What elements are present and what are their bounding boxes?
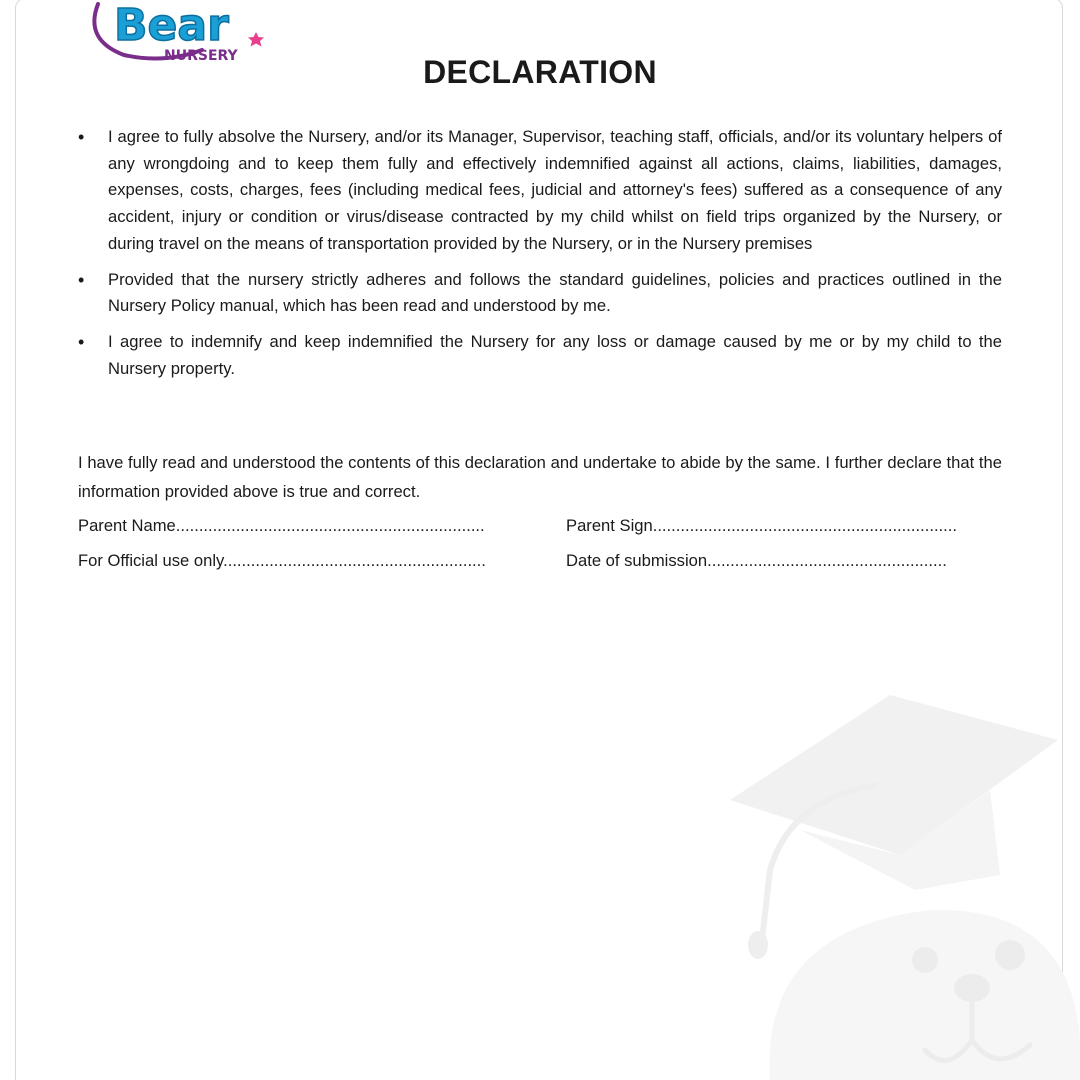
star-icon <box>248 32 264 47</box>
parent-name-field[interactable]: Parent Name................................................................... <box>78 516 485 535</box>
bullet-icon: • <box>78 269 85 290</box>
declaration-clauses <box>78 124 1002 391</box>
clause-item <box>78 267 1002 320</box>
clause-text: I agree to fully absolve the Nursery, and/or its Manager, Supervisor, teaching staff, officials, and/or its voluntary helpers of any wrongdoing and to keep them fully and effectively indemnified against all actions, claims, liabilities, damages, expenses, costs, charges, fees (including medical fees, judicial and attorney's fees) suffered as a consequence of any accident, injury or condition or virus/disease contracted by my child whilst on field trips organized by the Nursery, or during travel on the means of transportation provided by the Nursery, or in the Nursery premises <box>108 127 1002 253</box>
bullet-icon: • <box>78 331 85 352</box>
bear-graduation-cap-watermark-icon <box>700 690 1080 1080</box>
clause-item <box>78 124 1002 258</box>
date-of-submission-field[interactable]: Date of submission.................................................... <box>566 551 947 570</box>
svg-text:NURSERY: NURSERY <box>164 48 238 64</box>
svg-text:Bear: Bear <box>114 0 229 51</box>
parent-sign-field[interactable]: Parent Sign.................................................................. <box>566 516 957 535</box>
clause-item <box>78 329 1002 382</box>
official-use-field[interactable]: For Official use only......................................................... <box>78 551 486 570</box>
bullet-icon: • <box>78 127 85 147</box>
clause-text: Provided that the nursery strictly adheres and follows the standard guidelines, policies and practices outlined in the Nursery Policy manual, which has been read and understood by me. <box>108 269 1002 316</box>
page-title: DECLARATION <box>423 54 657 90</box>
clause-text: I agree to indemnify and keep indemnified the Nursery for any loss or damage caused by me or by my child to the Nursery property. <box>108 331 1002 378</box>
declaration-statement: I have fully read and understood the contents of this declaration and undertake to abide by the same. I further declare that the information provided above is true and correct. <box>78 453 1002 501</box>
